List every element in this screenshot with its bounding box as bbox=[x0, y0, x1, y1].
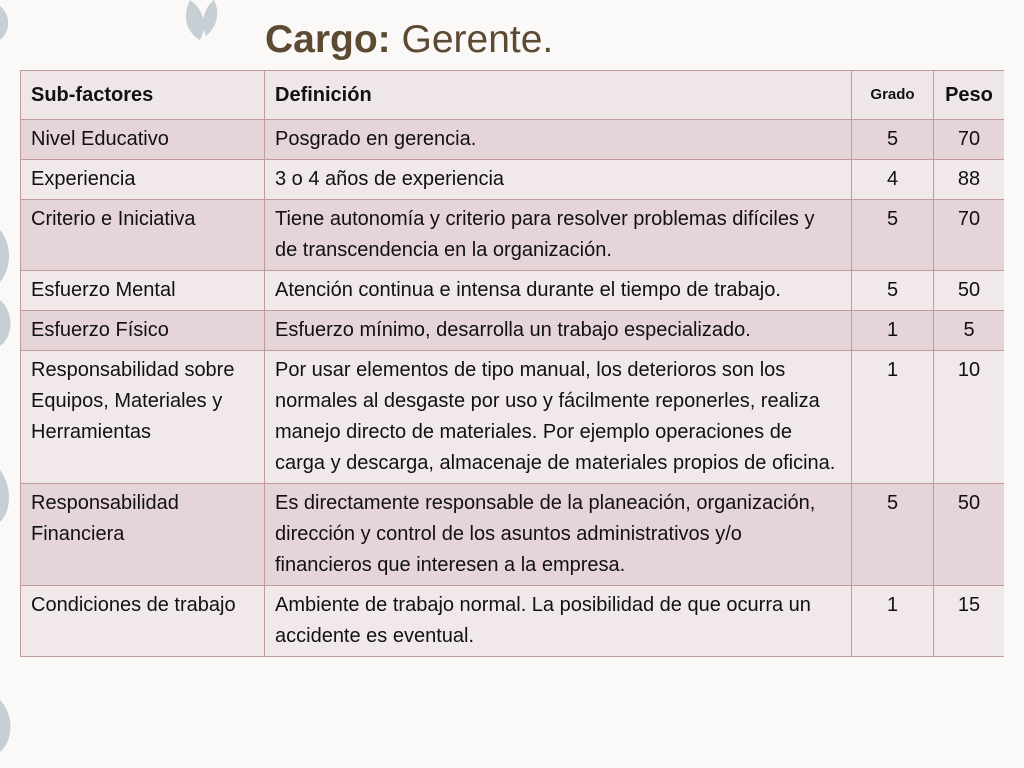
cell-definicion: 3 o 4 años de experiencia bbox=[265, 160, 852, 200]
cell-peso: 70 bbox=[934, 200, 1005, 271]
cell-grado: 4 bbox=[852, 160, 934, 200]
table-row bbox=[21, 311, 1005, 351]
cell-subfactor: Criterio e Iniciativa bbox=[21, 200, 265, 271]
cell-definicion: Por usar elementos de tipo manual, los deterioros son los normales al desgaste por uso y fácilmente reponerles, realiza manejo directo de materiales. Por ejemplo operaciones de carga y descarga, almacenaje de materiales propios de oficina. bbox=[265, 351, 852, 484]
cell-peso: 15 bbox=[934, 586, 1005, 657]
cell-grado: 1 bbox=[852, 311, 934, 351]
table-row bbox=[21, 271, 1005, 311]
cell-grado: 5 bbox=[852, 200, 934, 271]
cell-definicion: Esfuerzo mínimo, desarrolla un trabajo especializado. bbox=[265, 311, 852, 351]
cell-subfactor: Responsabilidad sobre Equipos, Materiales y Herramientas bbox=[21, 351, 265, 484]
table-row bbox=[21, 586, 1005, 657]
header-peso: Peso bbox=[934, 71, 1005, 120]
cell-subfactor: Responsabilidad Financiera bbox=[21, 484, 265, 586]
table-container bbox=[20, 70, 1004, 768]
cell-subfactor: Condiciones de trabajo bbox=[21, 586, 265, 657]
subfactor-table bbox=[20, 70, 1004, 657]
header-row bbox=[21, 71, 1005, 120]
cell-peso: 88 bbox=[934, 160, 1005, 200]
title-key: Cargo: bbox=[265, 18, 391, 61]
cell-definicion: Atención continua e intensa durante el tiempo de trabajo. bbox=[265, 271, 852, 311]
cell-peso: 5 bbox=[934, 311, 1005, 351]
cell-subfactor: Nivel Educativo bbox=[21, 120, 265, 160]
header-grado: Grado bbox=[852, 71, 934, 120]
cell-peso: 70 bbox=[934, 120, 1005, 160]
cell-grado: 5 bbox=[852, 484, 934, 586]
cell-definicion: Tiene autonomía y criterio para resolver problemas difíciles y de transcendencia en la organización. bbox=[265, 200, 852, 271]
cell-subfactor: Esfuerzo Mental bbox=[21, 271, 265, 311]
header-subfactor: Sub-factores bbox=[21, 71, 265, 120]
header-definicion: Definición bbox=[265, 71, 852, 120]
cell-peso: 50 bbox=[934, 271, 1005, 311]
cell-grado: 1 bbox=[852, 586, 934, 657]
cell-peso: 10 bbox=[934, 351, 1005, 484]
cell-grado: 5 bbox=[852, 120, 934, 160]
cell-grado: 5 bbox=[852, 271, 934, 311]
cell-subfactor: Experiencia bbox=[21, 160, 265, 200]
cell-subfactor: Esfuerzo Físico bbox=[21, 311, 265, 351]
cell-definicion: Es directamente responsable de la planeación, organización, dirección y control de los asuntos administrativos y/o financieros que interesen a la empresa. bbox=[265, 484, 852, 586]
table-row bbox=[21, 160, 1005, 200]
title-value: Gerente. bbox=[390, 18, 554, 61]
slide-title bbox=[265, 16, 553, 64]
table-row bbox=[21, 484, 1005, 586]
cell-definicion: Ambiente de trabajo normal. La posibilidad de que ocurra un accidente es eventual. bbox=[265, 586, 852, 657]
cell-peso: 50 bbox=[934, 484, 1005, 586]
cell-definicion: Posgrado en gerencia. bbox=[265, 120, 852, 160]
table-row bbox=[21, 200, 1005, 271]
cell-grado: 1 bbox=[852, 351, 934, 484]
table-row bbox=[21, 351, 1005, 484]
table-row bbox=[21, 120, 1005, 160]
